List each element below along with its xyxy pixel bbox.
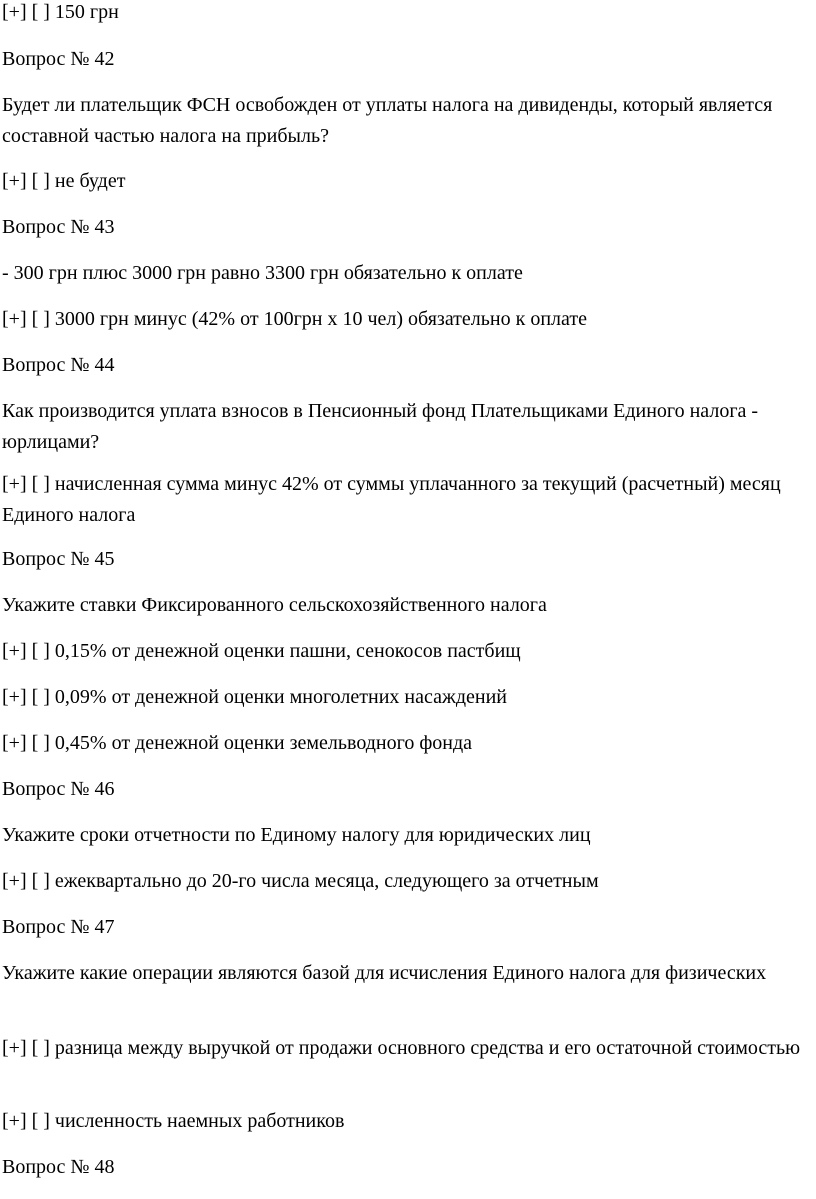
answer-line: - 300 грн плюс 3000 грн равно 3300 грн обязательно к оплате	[2, 262, 523, 284]
question-number: Вопрос № 43	[2, 216, 115, 238]
question-text: Будет ли плательщик ФСН освобожден от уплаты налога на дивиденды, который является составной частью налога на прибыль?	[2, 94, 773, 147]
question-number: Вопрос № 48	[2, 1156, 115, 1178]
answer-line: [+] [ ] ежеквартально до 20-го числа месяца, следующего за отчетным	[2, 870, 599, 892]
question-text: Укажите ставки Фиксированного сельскохозяйственного налога	[2, 594, 547, 616]
question-number: Вопрос № 42	[2, 48, 115, 70]
answer-line: [+] [ ] не будет	[2, 170, 126, 192]
answer-line: [+] [ ] 3000 грн минус (42% от 100грн х 10 чел) обязательно к оплате	[2, 308, 587, 330]
question-text: Как производится уплата взносов в Пенсионный фонд Плательщиками Единого налога - юрлицами?	[2, 400, 759, 453]
answer-line: [+] [ ] разница между выручкой от продажи основного средства и его остаточной стоимостью	[2, 1037, 801, 1059]
question-number: Вопрос № 44	[2, 354, 115, 376]
question-text: Укажите сроки отчетности по Единому налогу для юридических лиц	[2, 824, 591, 846]
answer-line: [+] [ ] 0,15% от денежной оценки пашни, сенокосов пастбищ	[2, 640, 521, 662]
answer-line: [+] [ ] 150 грн	[2, 1, 119, 23]
question-text: Укажите какие операции являются базой для исчисления Единого налога для физических	[2, 962, 767, 984]
question-number: Вопрос № 46	[2, 778, 115, 800]
question-number: Вопрос № 45	[2, 548, 115, 570]
answer-line: [+] [ ] начисленная сумма минус 42% от суммы уплачанного за текущий (расчетный) месяц Единого налога	[2, 473, 781, 526]
answer-line: [+] [ ] 0,45% от денежной оценки земельводного фонда	[2, 732, 473, 754]
answer-line: [+] [ ] численность наемных работников	[2, 1110, 345, 1132]
question-number: Вопрос № 47	[2, 916, 115, 938]
answer-line: [+] [ ] 0,09% от денежной оценки многолетних насаждений	[2, 686, 507, 708]
